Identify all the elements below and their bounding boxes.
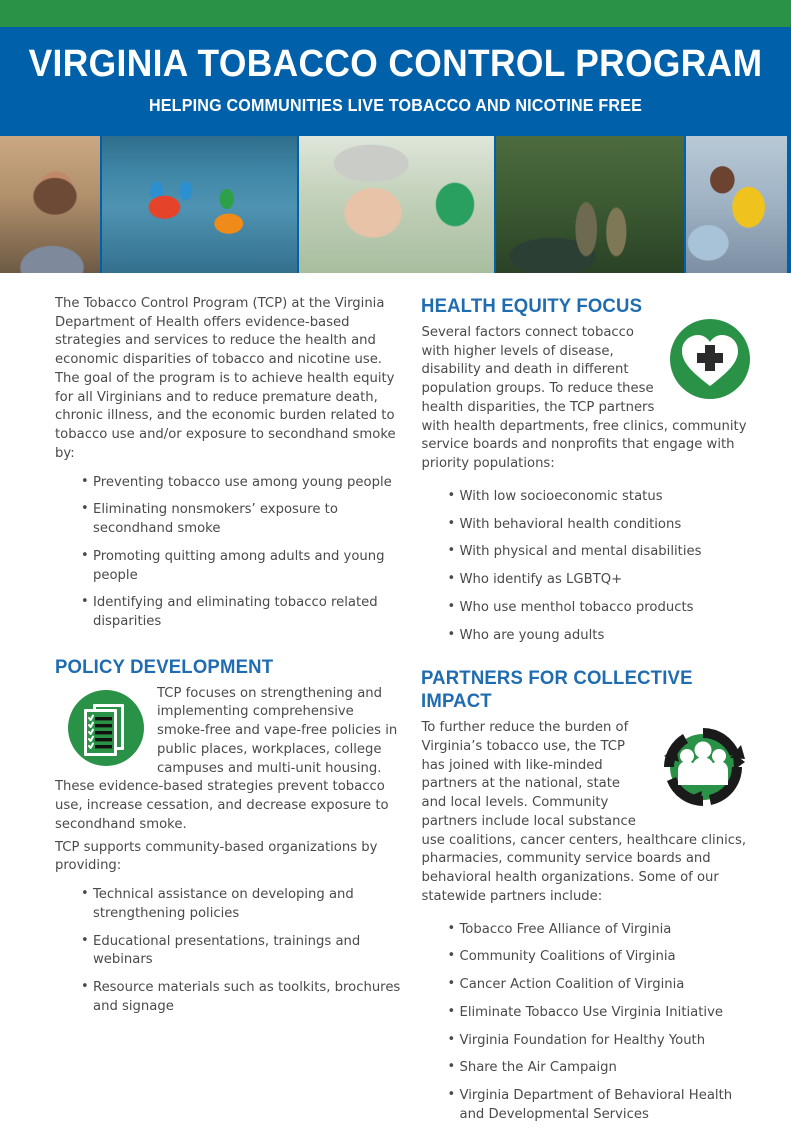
list-item: • Resource materials such as toolkits, brochures and signage	[81, 979, 404, 1016]
checklist-document-icon	[67, 689, 145, 771]
photo-kayakers	[102, 136, 297, 273]
list-item: • Educational presentations, trainings and webinars	[81, 933, 404, 970]
page-header	[0, 27, 791, 136]
top-green-bar	[0, 0, 791, 27]
policy-paragraph-1: TCP focuses on strengthening and implementing comprehensive smoke-free and vape-free policies in public places, workplaces, college campuses and multi-unit housing. These evidence-based strategies prevent tobacco use, increase cessation, and decrease exposure to secondhand smoke.	[55, 685, 398, 832]
list-item: • With behavioral health conditions	[447, 516, 751, 535]
intro-paragraph: The Tobacco Control Program (TCP) at the Virginia Department of Health offers evidence-based strategies and services to reduce the health and economic disparities of tobacco and nicotine use. The goal of the program is to achieve health equity for all Virginians and to reduce premature death, chronic illness, and the economic burden related to tobacco use and/or exposure to secondhand smoke by:	[55, 296, 396, 461]
heart-cross-icon	[669, 318, 751, 404]
list-item: • Community Coalitions of Virginia	[447, 948, 751, 967]
policy-bullet-list	[55, 886, 404, 1016]
page-title: VIRGINIA TOBACCO CONTROL PROGRAM	[28, 43, 763, 85]
page-subtitle: HELPING COMMUNITIES LIVE TOBACCO AND NICOTINE FREE	[148, 95, 643, 115]
health-equity-heading: HEALTH EQUITY FOCUS	[421, 295, 643, 317]
health-equity-bullet-list	[421, 488, 751, 645]
photo-mother-and-child	[686, 136, 787, 273]
partners-bullet-list	[421, 921, 751, 1125]
intro-section	[55, 295, 404, 632]
list-item: • Tobacco Free Alliance of Virginia	[447, 921, 751, 940]
photo-man-at-desk	[0, 136, 100, 273]
partners-section	[421, 667, 751, 1124]
list-item: • Who use menthol tobacco products	[447, 599, 751, 618]
list-item: • Virginia Department of Behavioral Health and Developmental Services	[447, 1087, 751, 1124]
policy-paragraph-2: TCP supports community-based organizations by providing:	[55, 839, 378, 874]
list-item: • Who identify as LGBTQ+	[447, 571, 751, 590]
photo-hikers	[496, 136, 684, 273]
list-item: • Virginia Foundation for Healthy Youth	[447, 1032, 751, 1051]
left-column	[55, 295, 404, 1135]
photo-cyclists	[299, 136, 494, 273]
health-equity-paragraph: Several factors connect tobacco with higher levels of disease, disability and death in different population groups. To reduce these health disparities, the TCP partners with health departments, free clinics, community service boards and nonprofits that engage with priority populations:	[421, 325, 747, 472]
policy-development-heading: POLICY DEVELOPMENT	[55, 655, 274, 678]
list-item: • With physical and mental disabilities	[447, 543, 751, 562]
list-item: • Preventing tobacco use among young people	[81, 474, 404, 493]
list-item: • Eliminate Tobacco Use Virginia Initiative	[447, 1004, 751, 1023]
right-column	[421, 295, 751, 1135]
partners-paragraph: To further reduce the burden of Virginia’s tobacco use, the TCP has joined with like-minded partners at the national, state and local levels. Community partners include local substance use coalitions, cancer centers, healthcare clinics, pharmacies, community service boards and behavioral health organizations. Some of our statewide partners include:	[421, 720, 747, 904]
list-item: • Identifying and eliminating tobacco related disparities	[81, 594, 404, 631]
list-item: • Who are young adults	[447, 627, 751, 646]
list-item: • Eliminating nonsmokers’ exposure to secondhand smoke	[81, 501, 404, 538]
list-item: • With low socioeconomic status	[447, 488, 751, 507]
partners-heading: PARTNERS FOR COLLECTIVE IMPACT	[421, 667, 694, 713]
list-item: • Share the Air Campaign	[447, 1059, 751, 1078]
main-content	[0, 273, 791, 1135]
intro-bullet-list	[55, 474, 404, 632]
list-item: • Promoting quitting among adults and young people	[81, 548, 404, 585]
health-equity-section	[421, 295, 751, 645]
list-item: • Cancer Action Coalition of Virginia	[447, 976, 751, 995]
header-photo-strip	[0, 136, 791, 273]
people-recycle-icon	[659, 723, 747, 815]
list-item: • Technical assistance on developing and strengthening policies	[81, 886, 404, 923]
policy-development-section	[55, 656, 404, 1017]
